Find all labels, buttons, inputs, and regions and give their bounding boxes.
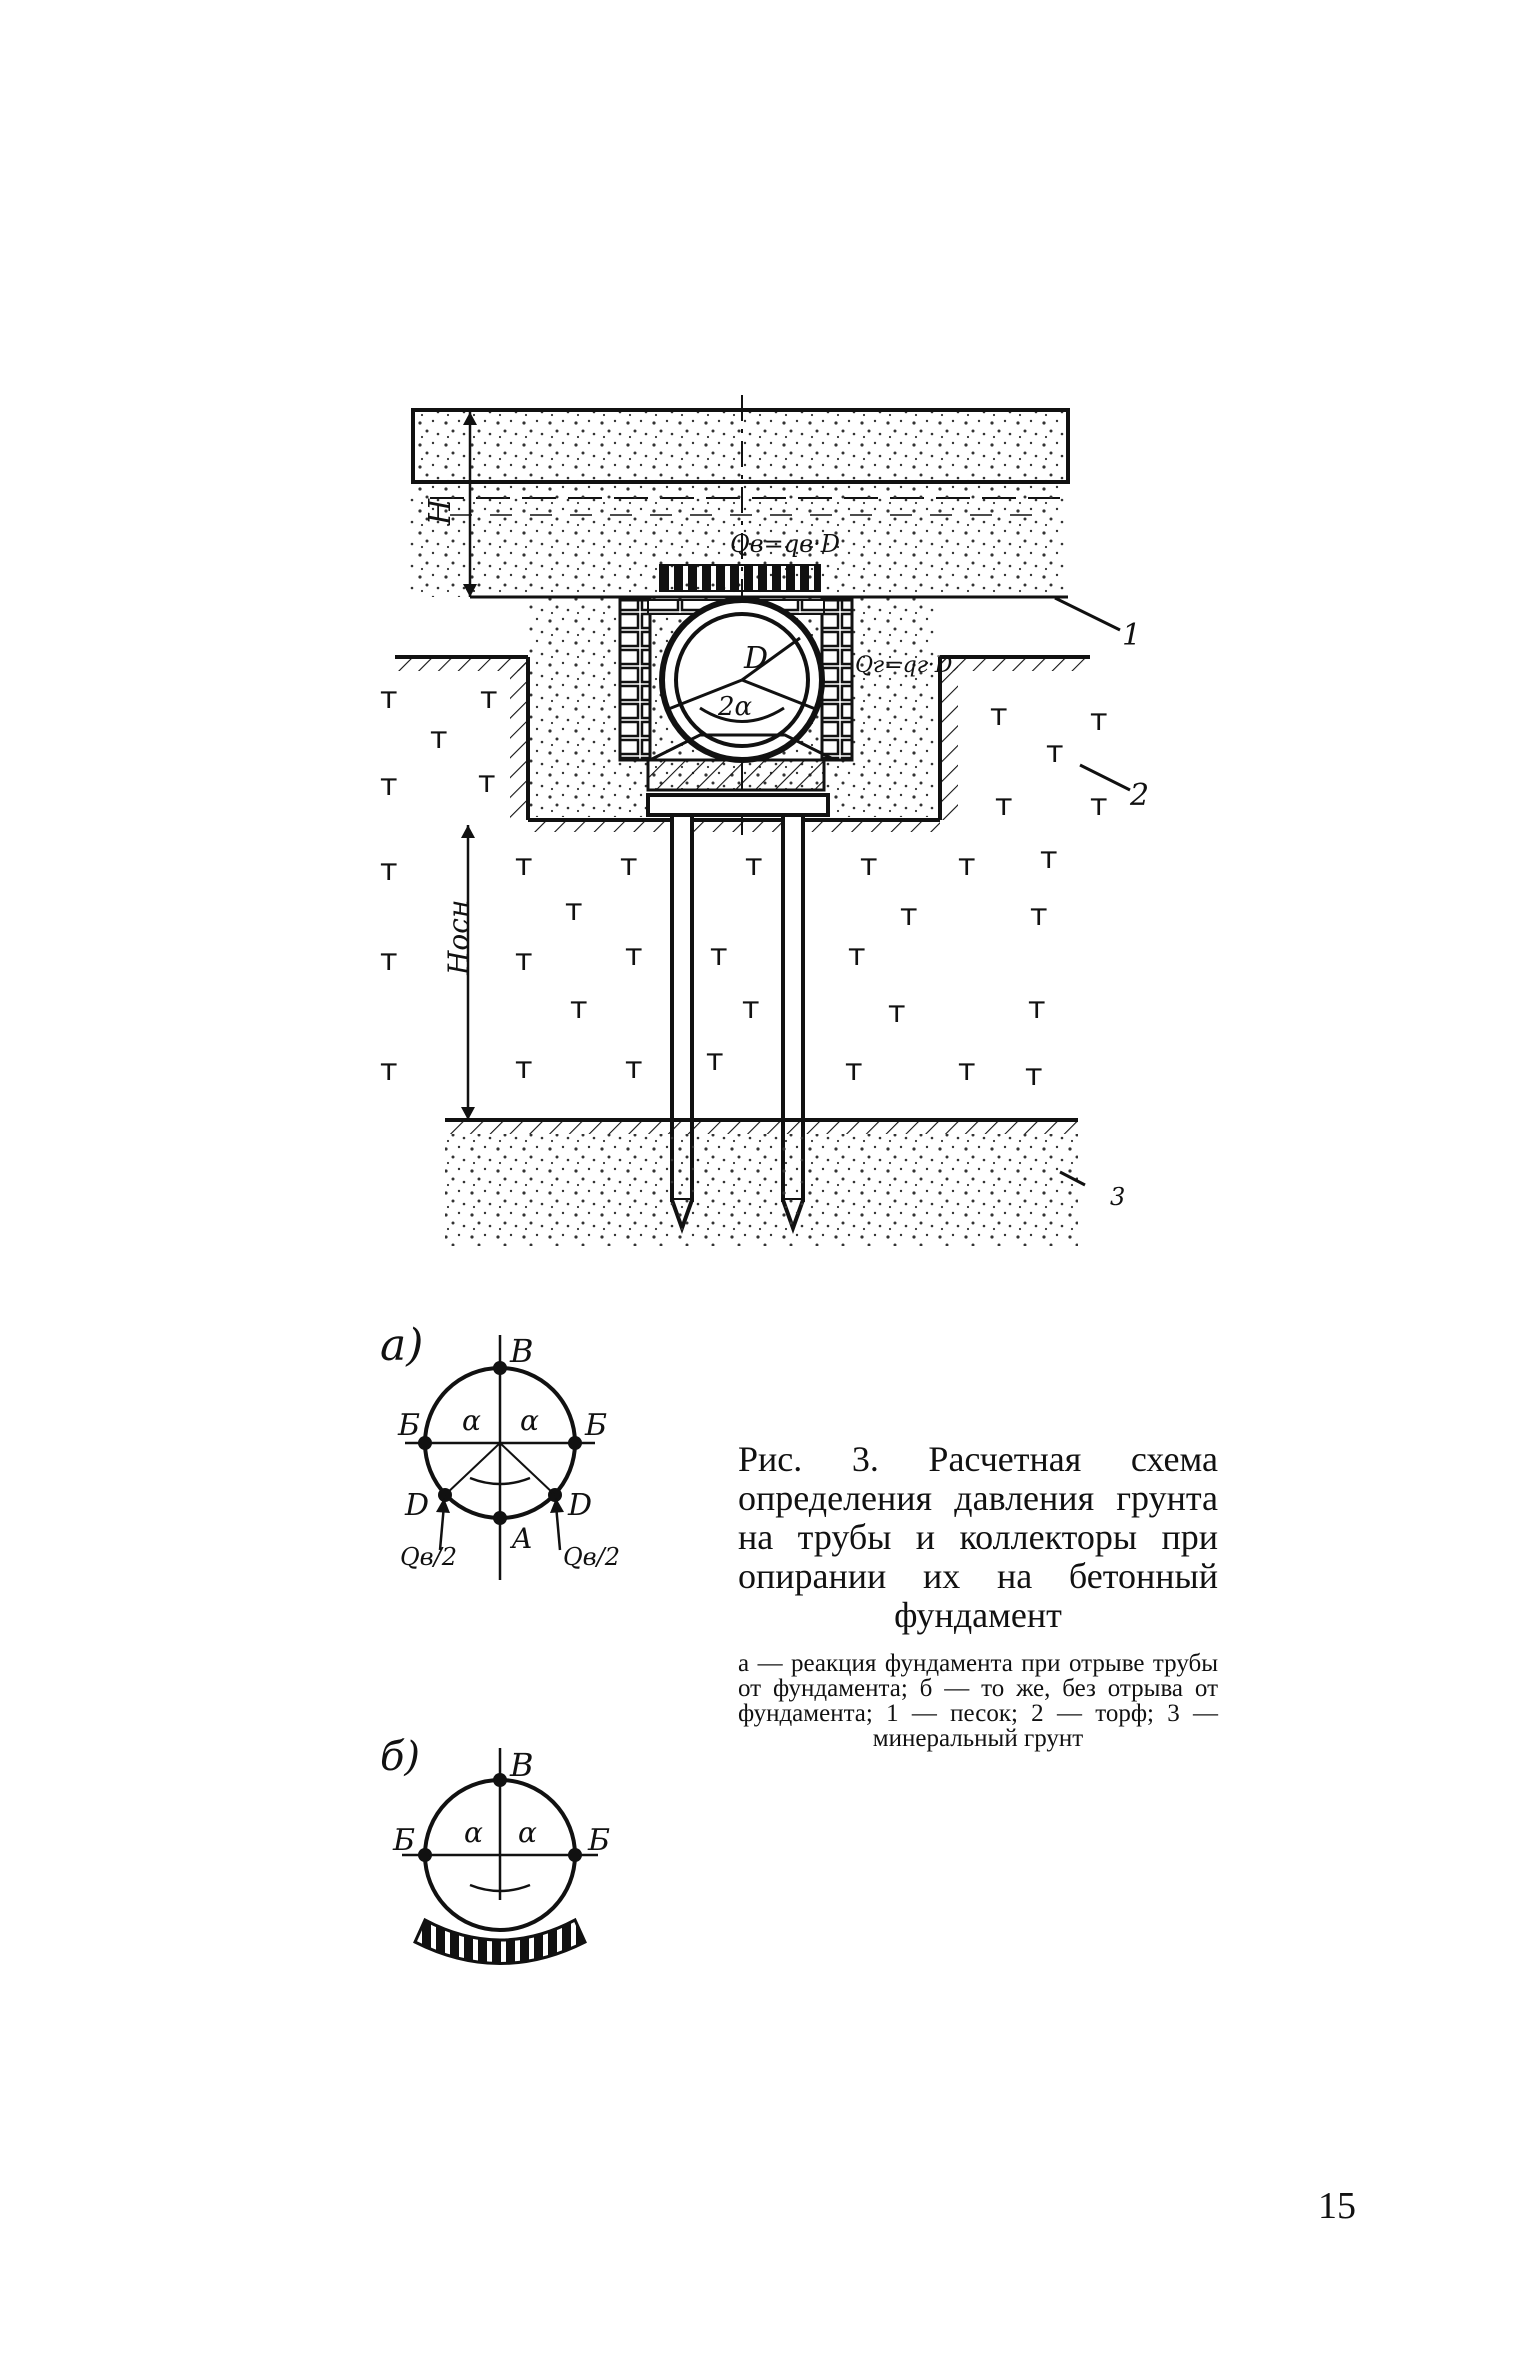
peat-mark: т: [845, 1053, 863, 1088]
d-label: D: [744, 641, 769, 676]
page-number: 15: [1318, 2185, 1356, 2227]
point-v: [493, 1773, 507, 1787]
peat-mark: т: [625, 1051, 643, 1086]
peat-mark: т: [995, 788, 1013, 823]
label-v: В: [510, 1746, 534, 1784]
peat-mark: т: [742, 991, 760, 1026]
peat-mark: т: [860, 848, 878, 883]
point-a: [493, 1511, 507, 1525]
peat-mark: т: [848, 938, 866, 973]
label-alpha-right: α: [518, 1816, 537, 1849]
peat-mark: т: [620, 848, 638, 883]
peat-mark: т: [380, 1053, 398, 1088]
peat-mark: т: [706, 1043, 724, 1078]
label-b-right: Б: [588, 1823, 611, 1858]
peat-mark: т: [625, 938, 643, 973]
diagram-b-label: б): [380, 1734, 421, 1780]
caption-legend: а — реакция фундамента при отрыве трубы от фундамента; б — то же, без отрыва от фундамента; 1 — песок; 2 — торф; 3 — минеральный грунт: [738, 1650, 1218, 1752]
top-load-arrows: [660, 565, 820, 591]
label-q-left: Qв/2: [400, 1543, 457, 1571]
peat-mark: т: [380, 681, 398, 716]
label-alpha-right: α: [520, 1404, 539, 1437]
label-b-left: Б: [398, 1408, 421, 1443]
label-b-right: Б: [585, 1408, 608, 1443]
label-b-left: Б: [393, 1823, 416, 1858]
figure-caption: [738, 1440, 1218, 1751]
peat-mark: т: [1025, 1058, 1043, 1093]
callout-2: 2: [1130, 778, 1150, 813]
peat-mark: т: [1028, 991, 1046, 1026]
point-b-left: [418, 1848, 432, 1862]
diagram-a: [380, 1320, 620, 1580]
qv-label: Qв=qв·D: [730, 530, 840, 558]
peat-mark: т: [710, 938, 728, 973]
peat-mark: т: [888, 995, 906, 1030]
diagram-b: [380, 1734, 610, 1964]
peat-mark: т: [480, 681, 498, 716]
dimension-h-osn: [442, 825, 475, 1120]
point-b-left: [418, 1436, 432, 1450]
label-d-right: D: [568, 1488, 593, 1523]
callout-1: 1: [1122, 618, 1142, 653]
peat-mark: т: [1090, 788, 1108, 823]
point-b-right: [568, 1848, 582, 1862]
callout-line-2: [1080, 765, 1130, 790]
peat-mark: т: [900, 898, 918, 933]
peat-mark: т: [380, 943, 398, 978]
peat-mark: т: [515, 943, 533, 978]
callout-3: 3: [1110, 1183, 1126, 1211]
label-v: В: [510, 1332, 534, 1370]
concrete-foundation: [648, 760, 828, 815]
peat-mark: т: [990, 698, 1008, 733]
peat-mark: т: [1046, 735, 1064, 770]
label-q-right: Qв/2: [563, 1543, 620, 1571]
two-alpha-label: 2α: [718, 692, 753, 722]
peat-mark: т: [745, 848, 763, 883]
radius-left: [445, 1443, 500, 1495]
reaction-distribution: [415, 1920, 585, 1964]
peat-mark: т: [1090, 703, 1108, 738]
label-alpha-left: α: [462, 1404, 481, 1437]
peat-mark: т: [570, 991, 588, 1026]
peat-mark: т: [1040, 841, 1058, 876]
label-alpha-left: α: [464, 1816, 483, 1849]
diagram-a-label: а): [380, 1320, 424, 1371]
caption-title: Рис. 3. Расчетная схема определения давления грунта на трубы и коллекторы при опирании их на бетонный фундамент: [738, 1439, 1218, 1635]
label-d-left: D: [405, 1488, 430, 1523]
peat-mark: т: [478, 765, 496, 800]
peat-mark: т: [1030, 898, 1048, 933]
peat-mark: т: [380, 768, 398, 803]
callout-line-1: [1055, 598, 1120, 630]
peat-mark: т: [565, 893, 583, 928]
h-osn-label: Hосн: [442, 899, 475, 975]
point-b-right: [568, 1436, 582, 1450]
peat-mark: т: [515, 1051, 533, 1086]
peat-mark: т: [515, 848, 533, 883]
point-v: [493, 1361, 507, 1375]
mineral-soil: [445, 1120, 1078, 1246]
peat-mark: т: [958, 848, 976, 883]
qr-label: Qг=qг·D: [855, 653, 953, 678]
peat-mark: т: [430, 721, 448, 756]
peat-mark: т: [958, 1053, 976, 1088]
label-a: A: [512, 1522, 533, 1555]
h-label: H: [423, 498, 458, 525]
peat-mark: т: [380, 853, 398, 888]
radius-right: [500, 1443, 555, 1495]
